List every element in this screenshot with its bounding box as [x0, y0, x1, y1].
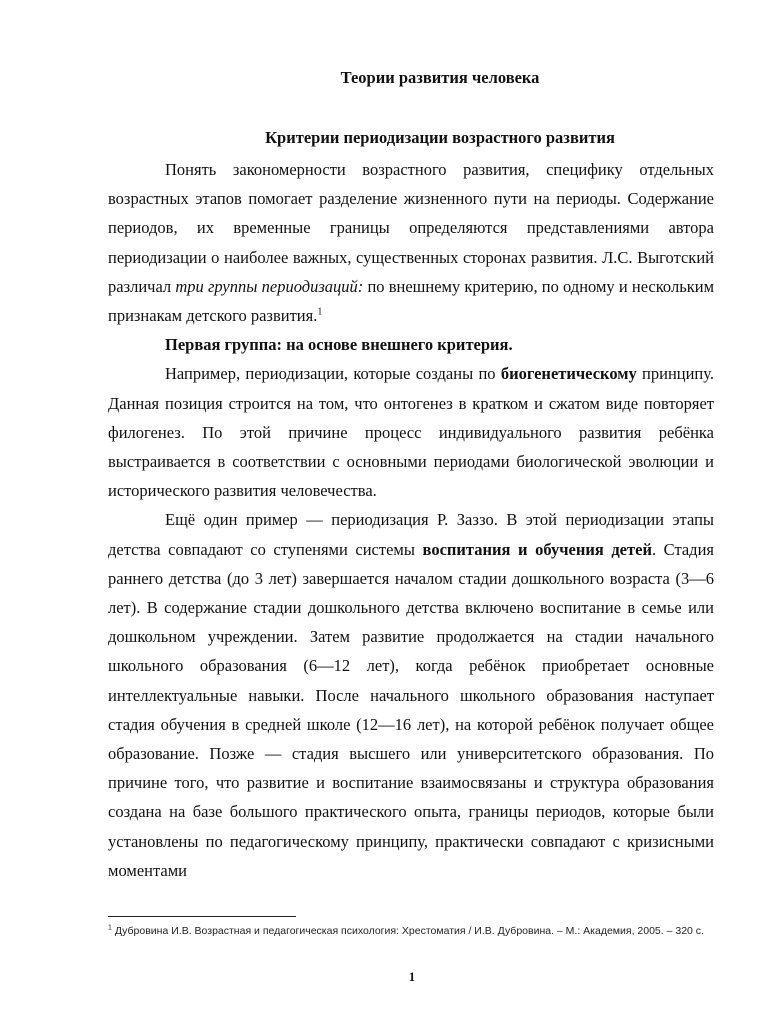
- paragraph-4-text-end: . Стадия раннего детства (до 3 лет) завершается началом стадии дошкольного возраста (3—6 лет). В содержание стадии дошкольного детства включено воспитание в семье или дошкольном учреждении. Затем развитие продолжается на стадии начального школьного образования (6—12 лет), когда ребёнок приобретает основные интеллектуальные навыки. После начального школьного образования наступает стадия обучения в средней школе (12—16 лет), на которой ребёнок получает общее образование. Позже — стадия высшего или университетского образования. По причине того, что развитие и воспитание взаимосвязаны и структура образования создана на базе большого практического опыта, границы периодов, которые были установлены по педагогическому принципу, практически совпадают с кризисными моментами: [108, 539, 714, 880]
- footnote-marker: 1: [108, 924, 112, 932]
- page-number: 1: [408, 970, 416, 984]
- paragraph-4: [108, 505, 714, 885]
- paragraph-3: [108, 359, 714, 505]
- footnote-text: Дубровина И.В. Возрастная и педагогическая психология: Хрестоматия / И.В. Дубровина. – М.: Академия, 2005. – 320 с.: [114, 925, 704, 937]
- section-title: Критерии периодизации возрастного развития: [265, 128, 615, 147]
- paragraph-1-italic-phrase: три группы периодизаций:: [175, 276, 364, 296]
- paragraph-2-heading: Первая группа: на основе внешнего критерия.: [165, 335, 513, 355]
- footnote-separator: [108, 916, 296, 917]
- paragraph-3-text-end: принципу. Данная позиция строится на том, что онтогенез в кратком и сжатом виде повторяет филогенез. По этой причине процесс индивидуального развития ребёнка выстраивается в соответствии с основными периодами биологической эволюции и исторического развития человечества.: [108, 364, 714, 501]
- body-text: [108, 155, 714, 885]
- document-title: Теории развития человека: [340, 68, 540, 87]
- paragraph-3-text-start: Например, периодизации, которые созданы по: [165, 364, 501, 384]
- paragraph-1-text-start: Понять закономерности возрастного развития, специфику отдельных возрастных этапов помогает разделение жизненного пути на периоды. Содержание периодов, их временные границы определяются представлениями автора периодизации о наиболее важных, существенных сторонах развития. Л.С. Выготский различал: [108, 160, 714, 296]
- footnote: [108, 924, 714, 939]
- paragraph-1: [108, 155, 714, 330]
- paragraph-3-bold-term: биогенетическому: [500, 364, 637, 384]
- paragraph-4-text-start: Ещё один пример — периодизация Р. Заззо. В этой периодизации этапы детства совпадают со ступенями системы: [108, 510, 714, 559]
- footnote-reference[interactable]: 1: [317, 306, 323, 318]
- paragraph-1-text-end: по внешнему критерию, по одному и нескольким признакам детского развития.: [108, 276, 715, 326]
- paragraph-4-bold-term: воспитания и обучения детей: [422, 539, 652, 559]
